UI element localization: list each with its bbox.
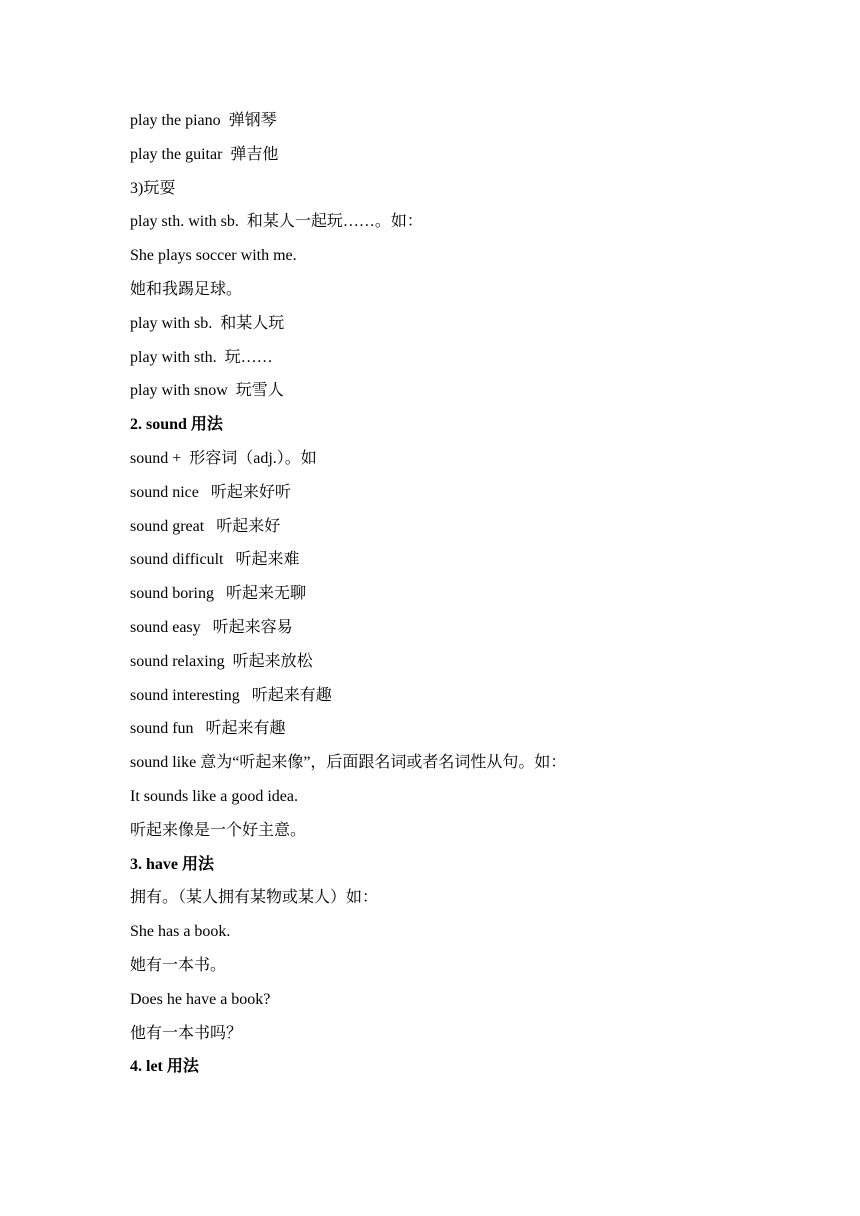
text-line-sound-great: sound great 听起来好 xyxy=(130,517,281,535)
text-line-play-guitar: play the guitar 弹吉他 xyxy=(130,145,279,163)
example-sentence: She plays soccer with me. xyxy=(130,247,297,265)
text-line-sound-relaxing: sound relaxing 听起来放松 xyxy=(130,652,313,670)
text-line-play-meaning: 3)玩耍 xyxy=(130,179,176,197)
text-line-play-with-sb: play sth. with sb. 和某人一起玩……。如： xyxy=(130,213,423,231)
text-line-sound-like: sound like 意为“听起来像”，后面跟名词或者名词性从句。如： xyxy=(130,754,567,772)
example-sentence: It sounds like a good idea. xyxy=(130,787,298,805)
document-page xyxy=(130,104,830,1084)
text-line-play-with-person: play with sb. 和某人玩 xyxy=(130,314,285,332)
example-sentence: She has a book. xyxy=(130,923,231,941)
text-line-sound-easy: sound easy 听起来容易 xyxy=(130,618,293,636)
text-line-play-piano: play the piano 弹钢琴 xyxy=(130,112,277,129)
text-line-sound-boring: sound boring 听起来无聊 xyxy=(130,585,307,603)
section-heading-sound: 2. sound 用法 xyxy=(130,416,223,434)
section-heading-let: 4. let 用法 xyxy=(130,1058,199,1076)
section-heading-have: 3. have 用法 xyxy=(130,855,215,873)
example-translation: 他有一本书吗？ xyxy=(130,1024,243,1042)
example-translation: 听起来像是一个好主意。 xyxy=(130,821,307,839)
example-translation: 她有一本书。 xyxy=(130,956,227,974)
text-line-have-meaning: 拥有。（某人拥有某物或某人）如： xyxy=(130,889,379,907)
text-line-sound-adj: sound + 形容词（adj.）。如 xyxy=(130,449,317,467)
example-translation: 她和我踢足球。 xyxy=(130,280,243,298)
text-line-sound-difficult: sound difficult 听起来难 xyxy=(130,551,300,569)
example-question: Does he have a book? xyxy=(130,990,271,1008)
text-line-play-with-thing: play with sth. 玩…… xyxy=(130,348,273,366)
text-line-sound-fun: sound fun 听起来有趣 xyxy=(130,720,286,738)
text-line-play-with-snow: play with snow 玩雪人 xyxy=(130,382,284,400)
text-line-sound-interesting: sound interesting 听起来有趣 xyxy=(130,686,332,704)
text-line-sound-nice: sound nice 听起来好听 xyxy=(130,483,291,501)
